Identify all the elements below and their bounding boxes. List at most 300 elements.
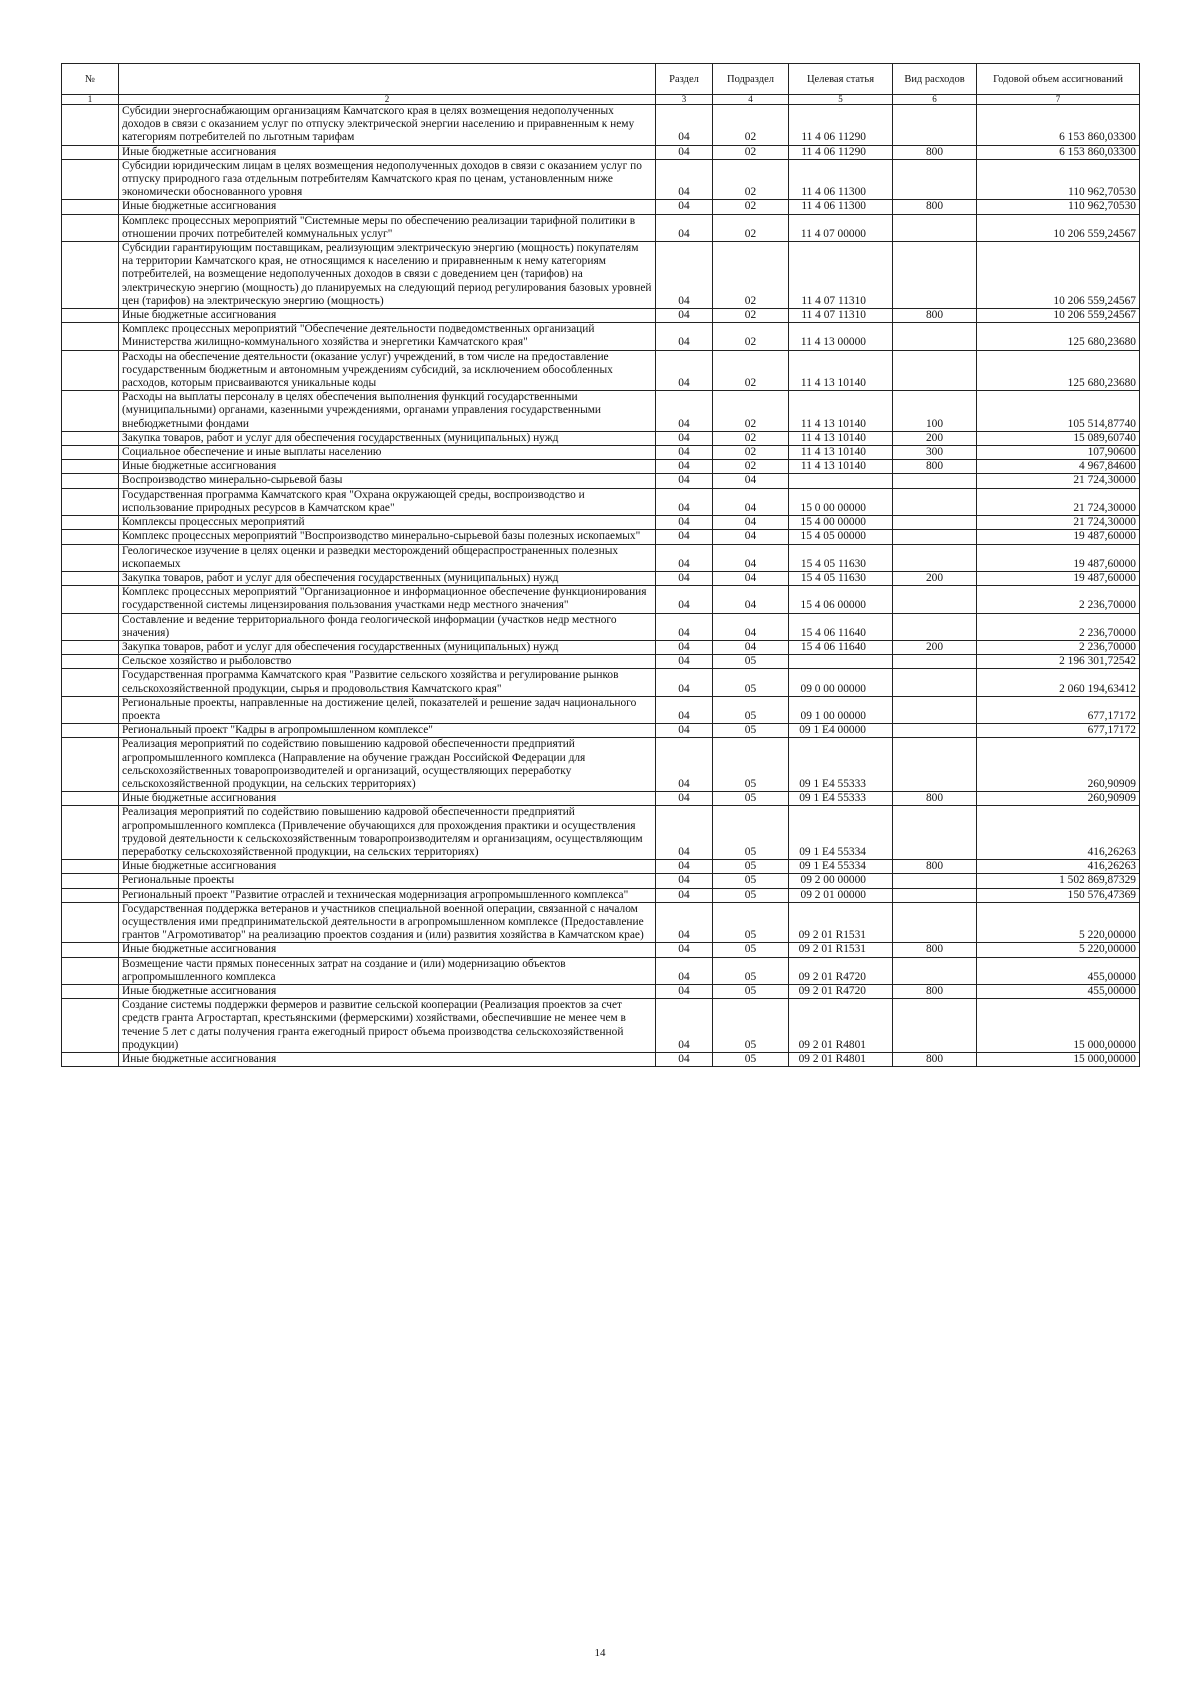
table-row xyxy=(62,309,1140,323)
row-target-article xyxy=(789,474,893,488)
row-annual-amount: 6 153 860,03300 xyxy=(977,145,1140,159)
row-expense-type xyxy=(893,350,977,391)
row-target-article: 09 1 E4 00000 xyxy=(789,724,893,738)
row-razdel: 04 xyxy=(656,446,713,460)
table-row xyxy=(62,159,1140,200)
row-target-article: 09 2 01 R4801 xyxy=(789,999,893,1053)
row-name: Государственная поддержка ветеранов и участников специальной военной операции, связанной с началом осуществления ими предпринимательской деятельности в агропромышленном комплексе (Предоставление грантов "Агромотиватор" на реализацию проектов создания и (или) развития хозяйства в Камчатском крае) xyxy=(119,902,656,943)
row-name: Реализация мероприятий по содействию повышению кадровой обеспеченности предприятий агропромышленного комплекса (Направление на обучение граждан Российской Федерации для сельскохозяйственных товаропроизводителей и организаций, осуществляющих переработку сельскохозяйственной продукции, на сельских территориях) xyxy=(119,738,656,792)
row-podrazdel: 02 xyxy=(713,431,789,445)
table-row xyxy=(62,696,1140,723)
row-podrazdel: 02 xyxy=(713,323,789,350)
row-target-article: 09 2 00 00000 xyxy=(789,874,893,888)
row-razdel: 04 xyxy=(656,391,713,432)
row-annual-amount: 2 060 194,63412 xyxy=(977,669,1140,696)
row-razdel: 04 xyxy=(656,323,713,350)
row-expense-type: 800 xyxy=(893,792,977,806)
row-expense-type: 800 xyxy=(893,145,977,159)
column-number: 2 xyxy=(119,95,656,105)
row-target-article: 09 1 E4 55334 xyxy=(789,860,893,874)
row-annual-amount: 19 487,60000 xyxy=(977,571,1140,585)
table-row xyxy=(62,586,1140,613)
row-target-article: 15 4 00 00000 xyxy=(789,516,893,530)
row-name: Иные бюджетные ассигнования xyxy=(119,145,656,159)
row-podrazdel: 04 xyxy=(713,516,789,530)
row-target-article: 15 4 05 11630 xyxy=(789,544,893,571)
table-row xyxy=(62,391,1140,432)
row-razdel: 04 xyxy=(656,530,713,544)
table-row xyxy=(62,350,1140,391)
row-annual-amount: 677,17172 xyxy=(977,696,1140,723)
row-target-article: 09 2 01 R1531 xyxy=(789,943,893,957)
row-target-article: 09 2 01 00000 xyxy=(789,888,893,902)
table-row xyxy=(62,105,1140,146)
row-name: Иные бюджетные ассигнования xyxy=(119,792,656,806)
table-row xyxy=(62,738,1140,792)
row-number xyxy=(62,724,119,738)
column-number: 7 xyxy=(977,95,1140,105)
row-podrazdel: 02 xyxy=(713,391,789,432)
row-razdel: 04 xyxy=(656,350,713,391)
table-row xyxy=(62,323,1140,350)
row-annual-amount: 2 236,70000 xyxy=(977,613,1140,640)
row-target-article: 11 4 06 11290 xyxy=(789,145,893,159)
row-target-article: 15 4 06 11640 xyxy=(789,640,893,654)
row-expense-type xyxy=(893,888,977,902)
row-podrazdel: 05 xyxy=(713,738,789,792)
row-expense-type xyxy=(893,655,977,669)
row-target-article: 11 4 13 00000 xyxy=(789,323,893,350)
row-podrazdel: 05 xyxy=(713,902,789,943)
row-name: Закупка товаров, работ и услуг для обеспечения государственных (муниципальных) нужд xyxy=(119,571,656,585)
header-column-numbers xyxy=(62,95,1140,105)
row-podrazdel: 05 xyxy=(713,806,789,860)
row-expense-type xyxy=(893,586,977,613)
table-row xyxy=(62,860,1140,874)
row-target-article: 15 4 05 11630 xyxy=(789,571,893,585)
row-podrazdel: 04 xyxy=(713,530,789,544)
row-target-article: 11 4 13 10140 xyxy=(789,460,893,474)
row-podrazdel: 05 xyxy=(713,724,789,738)
row-razdel: 04 xyxy=(656,640,713,654)
table-row xyxy=(62,530,1140,544)
row-razdel: 04 xyxy=(656,792,713,806)
table-row xyxy=(62,985,1140,999)
row-number xyxy=(62,669,119,696)
table-row xyxy=(62,460,1140,474)
row-name: Закупка товаров, работ и услуг для обеспечения государственных (муниципальных) нужд xyxy=(119,640,656,654)
row-razdel: 04 xyxy=(656,957,713,984)
row-podrazdel: 04 xyxy=(713,571,789,585)
row-target-article: 11 4 06 11300 xyxy=(789,200,893,214)
row-podrazdel: 04 xyxy=(713,488,789,515)
table-row xyxy=(62,446,1140,460)
row-razdel: 04 xyxy=(656,460,713,474)
row-podrazdel: 05 xyxy=(713,999,789,1053)
table-row xyxy=(62,640,1140,654)
row-target-article: 11 4 07 11310 xyxy=(789,242,893,309)
row-podrazdel: 02 xyxy=(713,350,789,391)
row-target-article xyxy=(789,655,893,669)
row-expense-type xyxy=(893,214,977,241)
row-annual-amount: 15 000,00000 xyxy=(977,1053,1140,1067)
row-number xyxy=(62,530,119,544)
row-expense-type: 800 xyxy=(893,460,977,474)
row-razdel: 04 xyxy=(656,159,713,200)
table-row xyxy=(62,516,1140,530)
row-podrazdel: 05 xyxy=(713,792,789,806)
row-target-article: 15 4 05 00000 xyxy=(789,530,893,544)
row-razdel: 04 xyxy=(656,902,713,943)
row-razdel: 04 xyxy=(656,806,713,860)
row-expense-type: 100 xyxy=(893,391,977,432)
row-number xyxy=(62,571,119,585)
row-expense-type: 200 xyxy=(893,571,977,585)
header-podrazdel: Подраздел xyxy=(713,64,789,95)
row-podrazdel: 02 xyxy=(713,159,789,200)
table-row xyxy=(62,655,1140,669)
row-name: Комплексы процессных мероприятий xyxy=(119,516,656,530)
row-number xyxy=(62,874,119,888)
row-annual-amount: 110 962,70530 xyxy=(977,159,1140,200)
row-podrazdel: 02 xyxy=(713,200,789,214)
row-name: Государственная программа Камчатского края "Развитие сельского хозяйства и регулирование рынков сельскохозяйственной продукции, сырья и продовольствия Камчатского края" xyxy=(119,669,656,696)
row-podrazdel: 02 xyxy=(713,242,789,309)
row-name: Иные бюджетные ассигнования xyxy=(119,1053,656,1067)
row-annual-amount: 2 236,70000 xyxy=(977,586,1140,613)
row-razdel: 04 xyxy=(656,309,713,323)
row-annual-amount: 10 206 559,24567 xyxy=(977,309,1140,323)
column-number: 1 xyxy=(62,95,119,105)
row-podrazdel: 04 xyxy=(713,474,789,488)
column-number: 4 xyxy=(713,95,789,105)
row-podrazdel: 02 xyxy=(713,145,789,159)
row-razdel: 04 xyxy=(656,474,713,488)
row-name: Региональные проекты xyxy=(119,874,656,888)
row-number xyxy=(62,999,119,1053)
row-annual-amount: 416,26263 xyxy=(977,860,1140,874)
table-row xyxy=(62,806,1140,860)
table-row xyxy=(62,957,1140,984)
row-name: Расходы на выплаты персоналу в целях обеспечения выполнения функций государственными (муниципальными) органами, казенными учреждениями, органами управления государственными внебюджетными фондами xyxy=(119,391,656,432)
row-podrazdel: 05 xyxy=(713,943,789,957)
row-razdel: 04 xyxy=(656,943,713,957)
row-annual-amount: 107,90600 xyxy=(977,446,1140,460)
row-number xyxy=(62,738,119,792)
row-number xyxy=(62,696,119,723)
row-name: Сельское хозяйство и рыболовство xyxy=(119,655,656,669)
row-podrazdel: 02 xyxy=(713,309,789,323)
row-expense-type xyxy=(893,999,977,1053)
row-annual-amount: 2 236,70000 xyxy=(977,640,1140,654)
row-expense-type: 800 xyxy=(893,985,977,999)
row-razdel: 04 xyxy=(656,888,713,902)
row-podrazdel: 04 xyxy=(713,586,789,613)
row-razdel: 04 xyxy=(656,1053,713,1067)
row-expense-type xyxy=(893,242,977,309)
header-razdel: Раздел xyxy=(656,64,713,95)
row-annual-amount: 6 153 860,03300 xyxy=(977,105,1140,146)
row-name: Региональный проект "Развитие отраслей и техническая модернизация агропромышленного комплекса" xyxy=(119,888,656,902)
row-target-article: 11 4 13 10140 xyxy=(789,431,893,445)
row-annual-amount: 260,90909 xyxy=(977,792,1140,806)
row-target-article: 09 1 E4 55334 xyxy=(789,806,893,860)
row-annual-amount: 5 220,00000 xyxy=(977,943,1140,957)
row-expense-type xyxy=(893,724,977,738)
row-expense-type xyxy=(893,902,977,943)
table-row xyxy=(62,242,1140,309)
row-razdel: 04 xyxy=(656,105,713,146)
row-name: Возмещение части прямых понесенных затрат на создание и (или) модернизацию объектов агропромышленного комплекса xyxy=(119,957,656,984)
row-razdel: 04 xyxy=(656,613,713,640)
row-annual-amount: 110 962,70530 xyxy=(977,200,1140,214)
row-annual-amount: 150 576,47369 xyxy=(977,888,1140,902)
row-annual-amount: 21 724,30000 xyxy=(977,516,1140,530)
row-number xyxy=(62,200,119,214)
row-annual-amount: 21 724,30000 xyxy=(977,474,1140,488)
row-annual-amount: 5 220,00000 xyxy=(977,902,1140,943)
row-podrazdel: 05 xyxy=(713,1053,789,1067)
row-expense-type xyxy=(893,488,977,515)
column-number: 3 xyxy=(656,95,713,105)
row-name: Субсидии юридическим лицам в целях возмещения недополученных доходов в связи с оказанием услуг по отпуску природного газа отдельным потребителям Камчатского края по ценам, установленным ниже экономически обоснованного уровня xyxy=(119,159,656,200)
table-body xyxy=(62,105,1140,1067)
row-target-article: 11 4 07 00000 xyxy=(789,214,893,241)
row-name: Расходы на обеспечение деятельности (оказание услуг) учреждений, в том числе на предоставление государственным бюджетным и автономным учреждениям субсидий, за исключением обособленных расходов, которым присваиваются уникальные коды xyxy=(119,350,656,391)
row-number xyxy=(62,888,119,902)
row-razdel: 04 xyxy=(656,544,713,571)
table-row xyxy=(62,1053,1140,1067)
row-annual-amount: 10 206 559,24567 xyxy=(977,214,1140,241)
row-razdel: 04 xyxy=(656,860,713,874)
row-number xyxy=(62,242,119,309)
row-name: Иные бюджетные ассигнования xyxy=(119,943,656,957)
row-number xyxy=(62,488,119,515)
row-podrazdel: 04 xyxy=(713,613,789,640)
row-number xyxy=(62,159,119,200)
row-annual-amount: 416,26263 xyxy=(977,806,1140,860)
table-row xyxy=(62,571,1140,585)
row-annual-amount: 455,00000 xyxy=(977,957,1140,984)
row-razdel: 04 xyxy=(656,200,713,214)
row-number xyxy=(62,586,119,613)
budget-table-container xyxy=(61,63,1139,1067)
row-expense-type xyxy=(893,323,977,350)
row-podrazdel: 05 xyxy=(713,696,789,723)
row-name: Составление и ведение территориального фонда геологической информации (участков недр местного значения) xyxy=(119,613,656,640)
column-number: 5 xyxy=(789,95,893,105)
row-name: Субсидии гарантирующим поставщикам, реализующим электрическую энергию (мощность) покупателям на территории Камчатского края, не относящимся к населению и приравненным к нему категориям потребителей, на возмещение недополученных доходов в связи с доведением цен (тарифов) на электрическую энергию (мощность) до планируемых на следующий период регулирования базовых уровней цен (тарифов) на электрическую энергию (мощность) xyxy=(119,242,656,309)
page-number: 14 xyxy=(594,1647,606,1659)
table-row xyxy=(62,544,1140,571)
table-row xyxy=(62,874,1140,888)
row-annual-amount: 125 680,23680 xyxy=(977,323,1140,350)
row-razdel: 04 xyxy=(656,738,713,792)
row-expense-type: 800 xyxy=(893,860,977,874)
row-razdel: 04 xyxy=(656,874,713,888)
table-row xyxy=(62,792,1140,806)
header-target-article: Целевая статья xyxy=(789,64,893,95)
row-number xyxy=(62,474,119,488)
row-target-article: 09 0 00 00000 xyxy=(789,669,893,696)
row-annual-amount: 260,90909 xyxy=(977,738,1140,792)
table-row xyxy=(62,214,1140,241)
row-number xyxy=(62,431,119,445)
row-expense-type xyxy=(893,544,977,571)
row-annual-amount: 19 487,60000 xyxy=(977,544,1140,571)
row-name: Государственная программа Камчатского края "Охрана окружающей среды, воспроизводство и использование природных ресурсов в Камчатском крае" xyxy=(119,488,656,515)
row-podrazdel: 02 xyxy=(713,214,789,241)
table-row xyxy=(62,488,1140,515)
row-razdel: 04 xyxy=(656,242,713,309)
row-expense-type xyxy=(893,613,977,640)
table-row xyxy=(62,145,1140,159)
row-podrazdel: 05 xyxy=(713,860,789,874)
row-expense-type xyxy=(893,806,977,860)
row-target-article: 09 2 01 R1531 xyxy=(789,902,893,943)
row-razdel: 04 xyxy=(656,724,713,738)
row-number xyxy=(62,943,119,957)
row-podrazdel: 05 xyxy=(713,957,789,984)
row-number xyxy=(62,391,119,432)
row-name: Создание системы поддержки фермеров и развитие сельской кооперации (Реализация проектов за счет средств гранта Агростартап, крестьянскими (фермерскими) хозяйствами, обеспечившие не менее чем в течение 5 лет с даты получения гранта ежегодный прирост объема производства сельскохозяйственной продукции) xyxy=(119,999,656,1053)
row-expense-type: 800 xyxy=(893,309,977,323)
row-name: Воспроизводство минерально-сырьевой базы xyxy=(119,474,656,488)
header-name xyxy=(119,64,656,95)
row-expense-type: 200 xyxy=(893,431,977,445)
row-number xyxy=(62,655,119,669)
row-razdel: 04 xyxy=(656,655,713,669)
row-annual-amount: 15 000,00000 xyxy=(977,999,1140,1053)
row-expense-type xyxy=(893,738,977,792)
row-annual-amount: 105 514,87740 xyxy=(977,391,1140,432)
row-expense-type: 800 xyxy=(893,1053,977,1067)
row-name: Региональные проекты, направленные на достижение целей, показателей и решение задач национального проекта xyxy=(119,696,656,723)
row-number xyxy=(62,309,119,323)
row-target-article: 15 4 06 11640 xyxy=(789,613,893,640)
row-podrazdel: 02 xyxy=(713,105,789,146)
table-row xyxy=(62,474,1140,488)
row-podrazdel: 05 xyxy=(713,888,789,902)
table-row xyxy=(62,613,1140,640)
row-razdel: 04 xyxy=(656,669,713,696)
row-annual-amount: 677,17172 xyxy=(977,724,1140,738)
row-name: Комплекс процессных мероприятий "Системные меры по обеспечению реализации тарифной политики в отношении прочих потребителей коммунальных услуг" xyxy=(119,214,656,241)
row-annual-amount: 15 089,60740 xyxy=(977,431,1140,445)
row-podrazdel: 02 xyxy=(713,446,789,460)
row-name: Региональный проект "Кадры в агропромышленном комплексе" xyxy=(119,724,656,738)
row-name: Комплекс процессных мероприятий "Обеспечение деятельности подведомственных организаций Министерства жилищно-коммунального хозяйства и энергетики Камчатского края" xyxy=(119,323,656,350)
table-header xyxy=(62,64,1140,105)
row-number xyxy=(62,640,119,654)
table-row xyxy=(62,943,1140,957)
row-razdel: 04 xyxy=(656,145,713,159)
row-target-article: 15 4 06 00000 xyxy=(789,586,893,613)
row-target-article: 15 0 00 00000 xyxy=(789,488,893,515)
row-target-article: 11 4 13 10140 xyxy=(789,446,893,460)
row-razdel: 04 xyxy=(656,488,713,515)
row-target-article: 09 1 E4 55333 xyxy=(789,738,893,792)
row-name: Комплекс процессных мероприятий "Воспроизводство минерально-сырьевой базы полезных ископаемых" xyxy=(119,530,656,544)
table-row xyxy=(62,888,1140,902)
row-name: Социальное обеспечение и иные выплаты населению xyxy=(119,446,656,460)
row-number xyxy=(62,860,119,874)
header-annual-amount: Годовой объем ассигнований xyxy=(977,64,1140,95)
row-number xyxy=(62,1053,119,1067)
row-expense-type xyxy=(893,874,977,888)
row-target-article: 09 1 E4 55333 xyxy=(789,792,893,806)
table-row xyxy=(62,200,1140,214)
table-row xyxy=(62,902,1140,943)
row-podrazdel: 04 xyxy=(713,544,789,571)
row-razdel: 04 xyxy=(656,214,713,241)
row-number xyxy=(62,902,119,943)
row-razdel: 04 xyxy=(656,696,713,723)
row-annual-amount: 19 487,60000 xyxy=(977,530,1140,544)
row-razdel: 04 xyxy=(656,431,713,445)
row-expense-type xyxy=(893,530,977,544)
row-expense-type xyxy=(893,159,977,200)
row-target-article: 11 4 07 11310 xyxy=(789,309,893,323)
row-podrazdel: 02 xyxy=(713,460,789,474)
row-number xyxy=(62,214,119,241)
row-number xyxy=(62,350,119,391)
row-podrazdel: 05 xyxy=(713,669,789,696)
row-name: Субсидии энергоснабжающим организациям Камчатского края в целях возмещения недополученных доходов в связи с оказанием услуг по отпуску электрической энергии населению и приравненным к нему категориям потребителей по льготным тарифам xyxy=(119,105,656,146)
row-name: Иные бюджетные ассигнования xyxy=(119,860,656,874)
row-name: Закупка товаров, работ и услуг для обеспечения государственных (муниципальных) нужд xyxy=(119,431,656,445)
row-razdel: 04 xyxy=(656,999,713,1053)
row-number xyxy=(62,460,119,474)
row-razdel: 04 xyxy=(656,571,713,585)
row-expense-type: 800 xyxy=(893,943,977,957)
row-annual-amount: 2 196 301,72542 xyxy=(977,655,1140,669)
row-expense-type: 800 xyxy=(893,200,977,214)
row-razdel: 04 xyxy=(656,586,713,613)
row-podrazdel: 05 xyxy=(713,655,789,669)
row-annual-amount: 10 206 559,24567 xyxy=(977,242,1140,309)
row-target-article: 09 2 01 R4720 xyxy=(789,985,893,999)
row-expense-type xyxy=(893,957,977,984)
row-annual-amount: 1 502 869,87329 xyxy=(977,874,1140,888)
row-target-article: 11 4 13 10140 xyxy=(789,350,893,391)
row-name: Иные бюджетные ассигнования xyxy=(119,460,656,474)
table-row xyxy=(62,999,1140,1053)
row-target-article: 09 2 01 R4720 xyxy=(789,957,893,984)
row-name: Реализация мероприятий по содействию повышению кадровой обеспеченности предприятий агропромышленного комплекса (Привлечение обучающихся для прохождения практики и осуществления трудовой деятельности к сельскохозяйственным товаропроизводителям и организациям, осуществляющим переработку сельскохозяйственной продукции, на сельских территориях) xyxy=(119,806,656,860)
row-number xyxy=(62,544,119,571)
row-target-article: 11 4 13 10140 xyxy=(789,391,893,432)
row-number xyxy=(62,446,119,460)
row-name: Геологическое изучение в целях оценки и разведки месторождений общераспространенных полезных ископаемых xyxy=(119,544,656,571)
row-razdel: 04 xyxy=(656,516,713,530)
row-number xyxy=(62,806,119,860)
row-expense-type xyxy=(893,474,977,488)
row-number xyxy=(62,323,119,350)
row-number xyxy=(62,145,119,159)
header-number: № xyxy=(62,64,119,95)
row-expense-type xyxy=(893,669,977,696)
row-podrazdel: 04 xyxy=(713,640,789,654)
row-expense-type: 300 xyxy=(893,446,977,460)
row-razdel: 04 xyxy=(656,985,713,999)
column-number: 6 xyxy=(893,95,977,105)
row-name: Комплекс процессных мероприятий "Организационное и информационное обеспечение функционирования государственной системы лицензирования пользования участками недр местного значения" xyxy=(119,586,656,613)
row-name: Иные бюджетные ассигнования xyxy=(119,309,656,323)
row-number xyxy=(62,792,119,806)
row-podrazdel: 05 xyxy=(713,874,789,888)
row-name: Иные бюджетные ассигнования xyxy=(119,200,656,214)
